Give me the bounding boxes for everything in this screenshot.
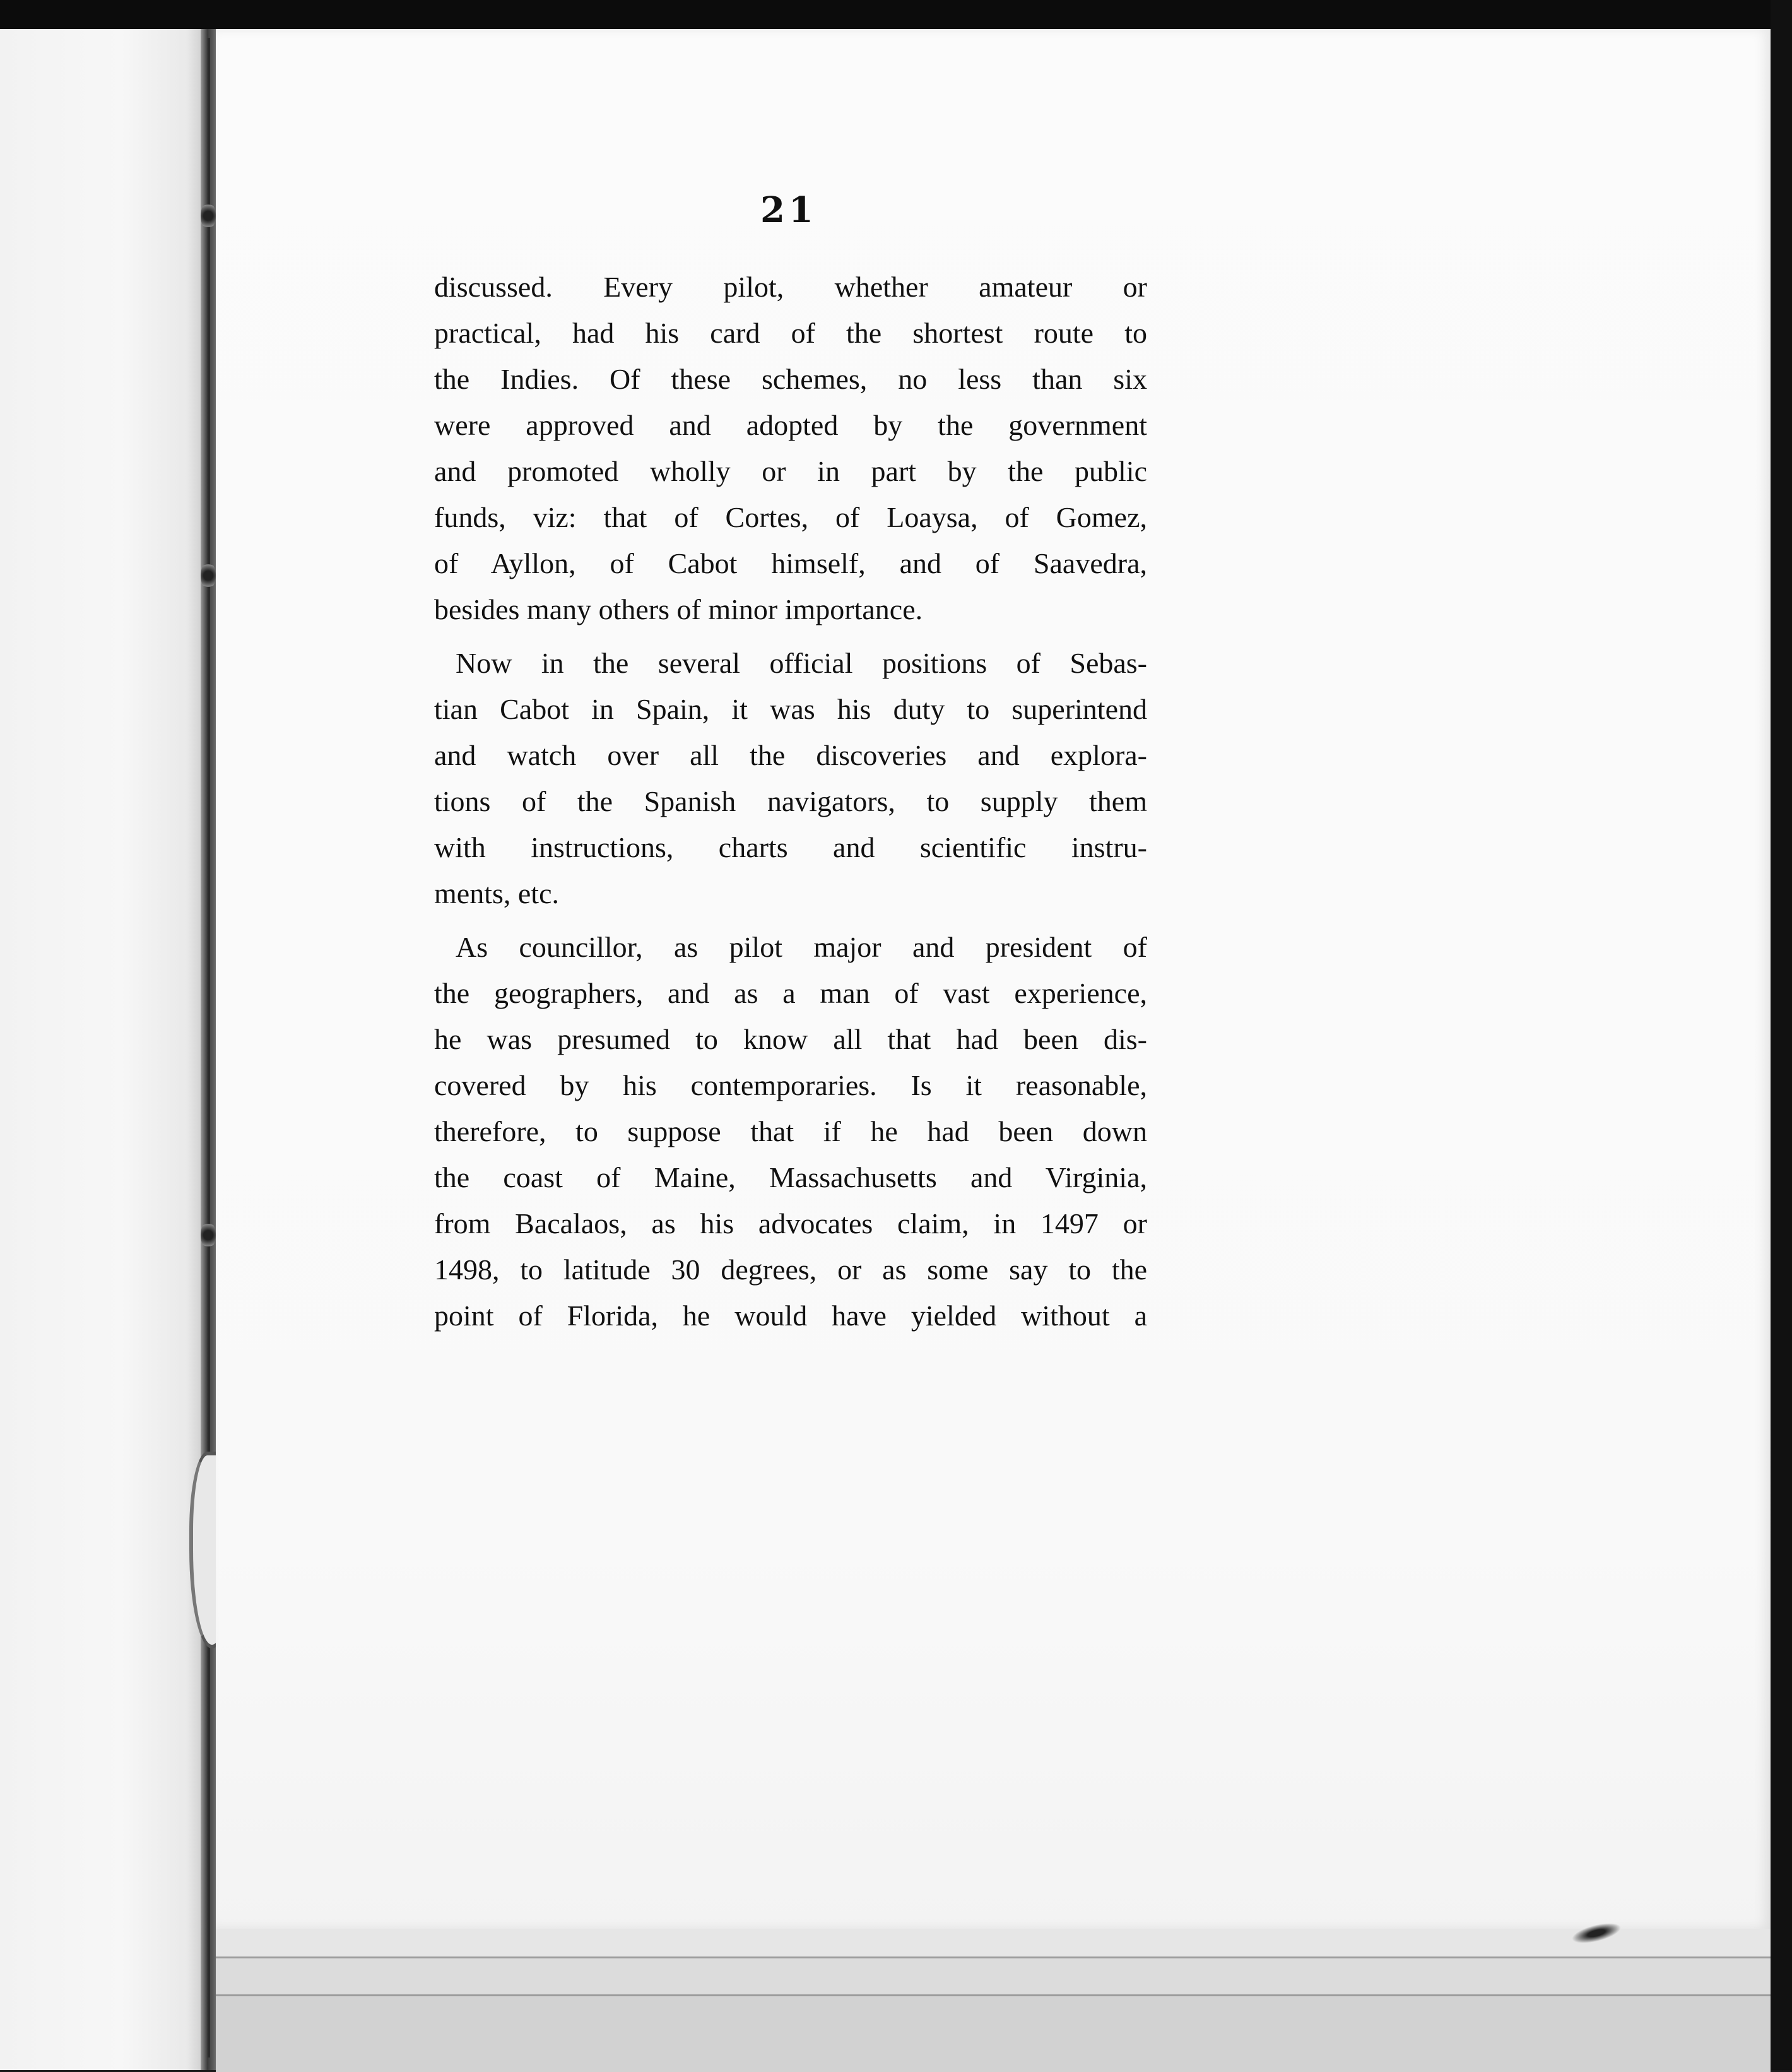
text-line: and watch over all the discoveries and explora- — [434, 739, 1147, 771]
text-line: were approved and adopted by the government — [434, 409, 1147, 441]
page-number: 21 — [760, 189, 817, 231]
text-line: the Indies. Of these schemes, no less than six — [434, 363, 1147, 395]
paragraph-2 — [434, 640, 1147, 916]
text-line: with instructions, charts and scientific instru- — [434, 831, 1147, 863]
binding-knot — [201, 202, 216, 230]
text-line: besides many others of minor importance. — [434, 593, 923, 625]
binding-knot — [201, 1221, 216, 1249]
text-line: and promoted wholly or in part by the public — [434, 455, 1147, 487]
text-line: As councillor, as pilot major and president of — [456, 931, 1147, 963]
paragraph-3 — [434, 924, 1147, 1339]
text-line: ments, etc. — [434, 877, 559, 909]
scan-border-top — [0, 0, 1792, 29]
text-line: tian Cabot in Spain, it was his duty to superintend — [434, 693, 1147, 725]
text-line: discussed. Every pilot, whether amateur or — [434, 271, 1147, 303]
body-text — [434, 264, 1147, 1346]
text-line: tions of the Spanish navigators, to supply them — [434, 785, 1147, 817]
page-edge — [216, 1994, 1771, 2072]
text-line: from Bacalaos, as his advocates claim, in 1497 or — [434, 1207, 1147, 1240]
binding-thread — [208, 38, 210, 2057]
text-line: Now in the several official positions of Sebas- — [456, 647, 1147, 679]
text-line: of Ayllon, of Cabot himself, and of Saavedra, — [434, 547, 1147, 579]
text-line: funds, viz: that of Cortes, of Loaysa, of Gomez, — [434, 501, 1147, 533]
binding-knot — [201, 562, 216, 589]
page-edge — [216, 1957, 1771, 1996]
paragraph-1 — [434, 264, 1147, 632]
scan-border-right — [1771, 0, 1792, 2070]
facing-page — [0, 29, 203, 2070]
text-line: therefore, to suppose that if he had been down — [434, 1115, 1147, 1147]
text-line: point of Florida, he would have yielded without a — [434, 1299, 1147, 1332]
text-line: 1498, to latitude 30 degrees, or as some say to the — [434, 1253, 1147, 1286]
text-line: practical, had his card of the shortest route to — [434, 317, 1147, 349]
text-line: covered by his contemporaries. Is it reasonable, — [434, 1069, 1147, 1101]
text-line: the coast of Maine, Massachusetts and Virginia, — [434, 1161, 1147, 1193]
text-line: the geographers, and as a man of vast experience, — [434, 977, 1147, 1009]
text-line: he was presumed to know all that had been dis- — [434, 1023, 1147, 1055]
